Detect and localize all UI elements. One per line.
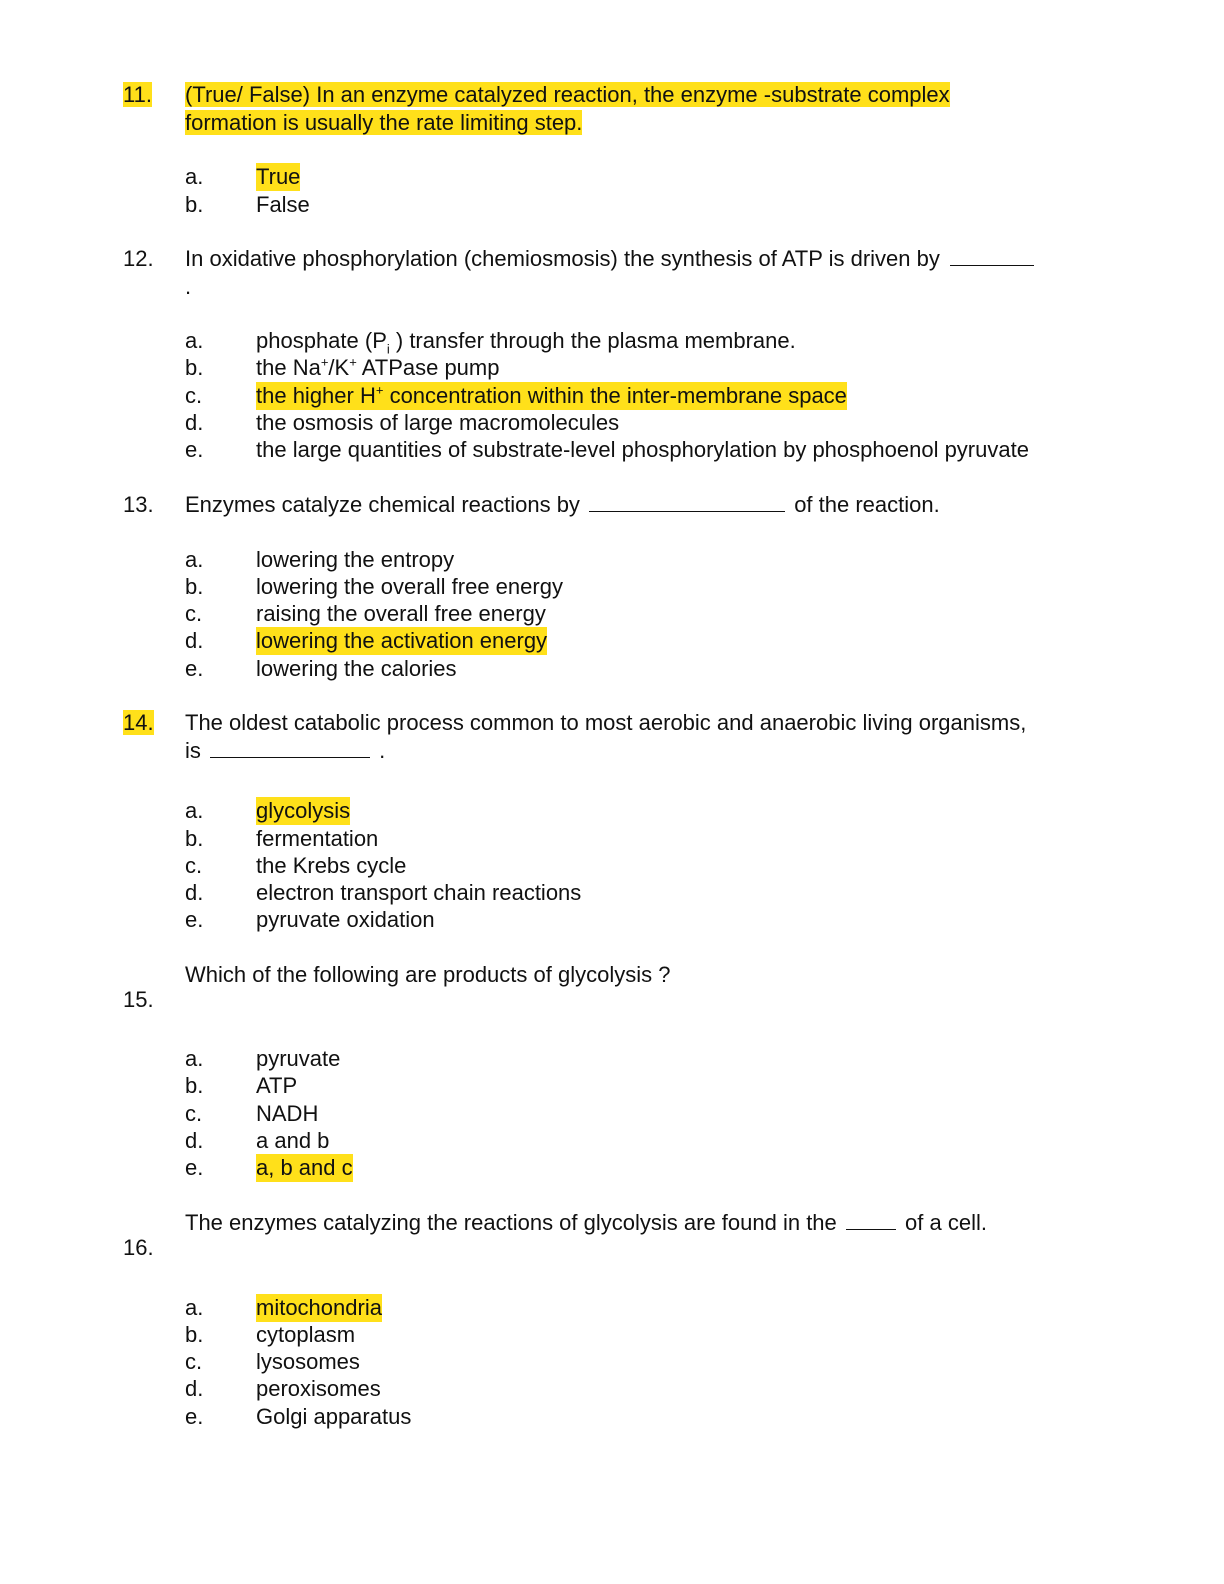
option-text: NADH [256, 1101, 319, 1126]
option-letter: d. [185, 410, 204, 435]
option-letter: d. [185, 1376, 204, 1401]
option-letter: c. [185, 601, 203, 626]
option-text: a, b and c [256, 1155, 353, 1180]
answer-blank [846, 1209, 896, 1230]
answer-option[interactable] [0, 879, 1224, 907]
option-text: Golgi apparatus [256, 1404, 412, 1429]
question-text: The oldest catabolic process common to most aerobic and anaerobic living organisms, is . [185, 710, 1027, 763]
answer-option[interactable] [0, 1100, 1224, 1128]
answer-option[interactable] [0, 191, 1224, 219]
question-text: Enzymes catalyze chemical reactions by of the reaction. [185, 492, 940, 517]
option-letter: a. [185, 1046, 204, 1071]
option-letter: c. [185, 1101, 203, 1126]
answer-blank [950, 245, 1034, 266]
option-letter: b. [185, 1073, 204, 1098]
answer-blank [210, 737, 370, 758]
answer-option[interactable] [0, 906, 1224, 934]
question-text [185, 245, 1120, 300]
question-number: 16. [123, 1235, 154, 1260]
answer-option[interactable] [0, 1348, 1224, 1376]
option-letter: b. [185, 826, 204, 851]
question-number: 13. [123, 492, 154, 517]
option-letter: e. [185, 907, 204, 932]
question-text-line: formation is usually the rate limiting step. [185, 109, 583, 135]
option-letter: d. [185, 1128, 204, 1153]
option-letter: c. [185, 383, 203, 408]
option-text: ATP [256, 1073, 298, 1098]
answer-option[interactable] [0, 354, 1224, 382]
option-letter: a. [185, 328, 204, 353]
option-letter: a. [185, 1295, 204, 1320]
question-number: 14. [123, 710, 154, 735]
answer-option[interactable] [0, 600, 1224, 628]
option-text: lowering the activation energy [256, 628, 548, 653]
answer-option[interactable] [0, 573, 1224, 601]
question-text-line: In oxidative phosphorylation (chemiosmosis) the synthesis of ATP is driven by [185, 246, 940, 271]
option-text: pyruvate [256, 1046, 341, 1071]
answer-option[interactable] [0, 163, 1224, 191]
answer-option[interactable] [0, 1321, 1224, 1349]
option-letter: a. [185, 547, 204, 572]
option-text: peroxisomes [256, 1376, 381, 1401]
answer-option[interactable] [0, 852, 1224, 880]
question-text-end: . [185, 273, 192, 299]
option-text: phosphate ($P_i$ ) transfer through the plasma membrane. [256, 328, 796, 357]
answer-option[interactable] [0, 1045, 1224, 1073]
option-letter: e. [185, 1155, 204, 1180]
option-text: electron transport chain reactions [256, 880, 582, 905]
question-text: Which of the following are products of glycolysis ? [185, 962, 671, 987]
answer-option[interactable] [0, 797, 1224, 825]
option-text: the osmosis of large macromolecules [256, 410, 620, 435]
answer-option[interactable] [0, 1072, 1224, 1100]
option-letter: d. [185, 880, 204, 905]
option-letter: a. [185, 798, 204, 823]
answer-option[interactable] [0, 382, 1224, 410]
option-text: raising the overall free energy [256, 601, 546, 626]
answer-option[interactable] [0, 655, 1224, 683]
question-number: 15. [123, 987, 154, 1012]
answer-option[interactable] [0, 409, 1224, 437]
answer-option[interactable] [0, 1127, 1224, 1155]
option-letter: d. [185, 628, 204, 653]
question-text: The enzymes catalyzing the reactions of glycolysis are found in the of a cell. [185, 1210, 987, 1235]
option-text: pyruvate oxidation [256, 907, 435, 932]
answer-blank [589, 491, 785, 512]
question-number: 11. [123, 82, 152, 107]
option-text: glycolysis [256, 798, 351, 823]
option-letter: c. [185, 1349, 203, 1374]
option-text: a and b [256, 1128, 330, 1153]
option-letter: a. [185, 164, 204, 189]
option-text: mitochondria [256, 1295, 382, 1320]
answer-option[interactable] [0, 1375, 1224, 1403]
option-text: lowering the overall free energy [256, 574, 563, 599]
answer-option[interactable] [0, 825, 1224, 853]
option-text: the Krebs cycle [256, 853, 407, 878]
option-letter: e. [185, 437, 204, 462]
option-text: lowering the calories [256, 656, 457, 681]
answer-option[interactable] [0, 327, 1224, 355]
option-text: True [256, 164, 301, 189]
answer-option[interactable] [0, 436, 1224, 464]
option-text: the Na+/K+ ATPase pump [256, 354, 500, 380]
option-letter: e. [185, 1404, 204, 1429]
option-letter: b. [185, 1322, 204, 1347]
option-letter: e. [185, 656, 204, 681]
option-text: the higher H+ concentration within the inter-membrane space [256, 382, 847, 408]
option-letter: c. [185, 853, 203, 878]
option-text: lysosomes [256, 1349, 360, 1374]
question-text-line: (True/ False) In an enzyme catalyzed reaction, the enzyme -substrate complex [185, 82, 950, 107]
option-text: lowering the entropy [256, 547, 455, 572]
option-letter: b. [185, 192, 204, 217]
option-text: False [256, 192, 310, 217]
question-number: 12. [123, 246, 154, 271]
question-text [185, 81, 1120, 136]
option-letter: b. [185, 355, 204, 380]
option-letter: b. [185, 574, 204, 599]
option-text: the large quantities of substrate-level phosphorylation by phosphoenol pyruvate [256, 437, 1029, 462]
answer-option[interactable] [0, 1403, 1224, 1431]
answer-option[interactable] [0, 546, 1224, 574]
option-text: fermentation [256, 826, 379, 851]
question-text-line: The oldest catabolic process common to most aerobic and anaerobic living organisms, [185, 710, 1027, 735]
answer-option[interactable] [0, 1154, 1224, 1182]
answer-option[interactable] [0, 1294, 1224, 1322]
answer-option[interactable] [0, 627, 1224, 655]
option-text: cytoplasm [256, 1322, 356, 1347]
